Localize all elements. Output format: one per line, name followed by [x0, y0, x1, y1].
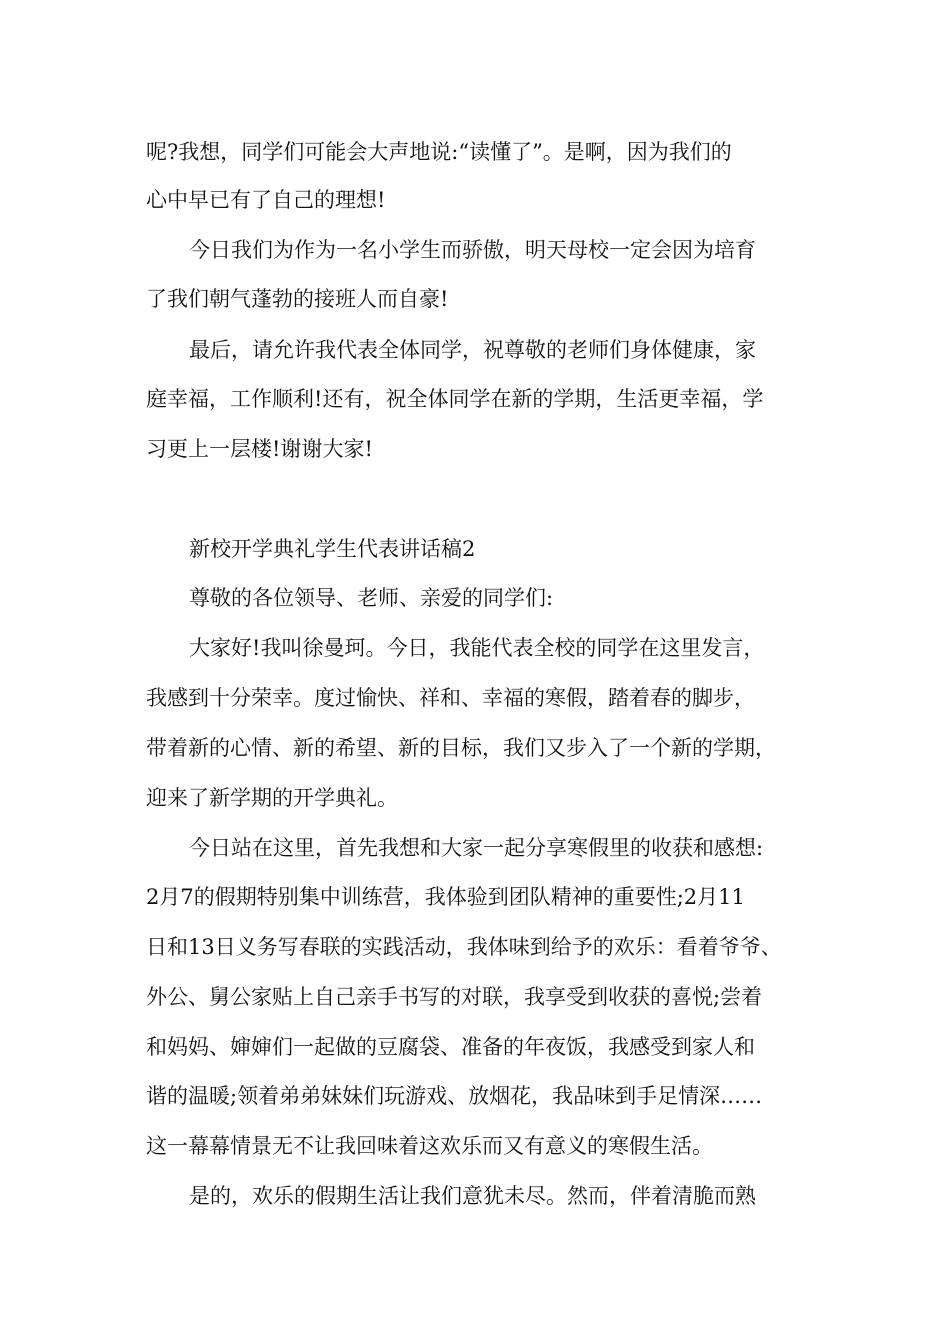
section-title: 新校开学典礼学生代表讲话稿2 — [189, 537, 476, 561]
text-line: 了我们朝气蓬勃的接班人而自豪! — [146, 287, 449, 311]
text-line: 心中早已有了自己的理想! — [146, 188, 386, 212]
text-line: 我感到十分荣幸。度过愉快、祥和、幸福的寒假，踏着春的脚步， — [146, 686, 755, 710]
paragraph-start-line: 大家好!我叫徐曼珂。今日，我能代表全校的同学在这里发言， — [189, 636, 765, 660]
text-line: 谐的温暖;领着弟弟妹妹们玩游戏、放烟花，我品味到手足情深…… — [146, 1084, 763, 1108]
text-line: 日和13日义务写春联的实践活动，我体味到给予的欢乐：看着爷爷、 — [146, 935, 782, 959]
text-line: 外公、舅公家贴上自己亲手书写的对联，我享受到收获的喜悦;尝着 — [146, 985, 763, 1009]
text-line: 带着新的心情、新的希望、新的目标，我们又步入了一个新的学期， — [146, 736, 776, 760]
text-line: 习更上一层楼!谢谢大家! — [146, 437, 373, 461]
text-line: 呢?我想，同学们可能会大声地说:“读懂了”。是啊，因为我们的 — [146, 140, 732, 164]
text-line: 迎来了新学期的开学典礼。 — [146, 786, 398, 810]
salutation: 尊敬的各位领导、老师、亲爱的同学们: — [189, 586, 554, 610]
text-line: 庭幸福，工作顺利!还有，祝全体同学在新的学期，生活更幸福，学 — [146, 387, 764, 411]
paragraph-start-line: 最后，请允许我代表全体同学，祝尊敬的老师们身体健康，家 — [189, 338, 756, 362]
paragraph-start-line: 今日站在这里，首先我想和大家一起分享寒假里的收获和感想: — [189, 836, 764, 860]
text-line: 这一幕幕情景无不让我回味着这欢乐而又有意义的寒假生活。 — [146, 1134, 713, 1158]
paragraph-start-line: 是的，欢乐的假期生活让我们意犹未尽。然而，伴着清脆而熟 — [189, 1184, 756, 1208]
text-line: 和妈妈、婶婶们一起做的豆腐袋、准备的年夜饭，我感受到家人和 — [146, 1035, 755, 1059]
text-line: 2月7的假期特别集中训练营，我体验到团队精神的重要性;2月11 — [146, 885, 745, 909]
paragraph-start-line: 今日我们为作为一名小学生而骄傲，明天母校一定会因为培育 — [189, 238, 756, 262]
